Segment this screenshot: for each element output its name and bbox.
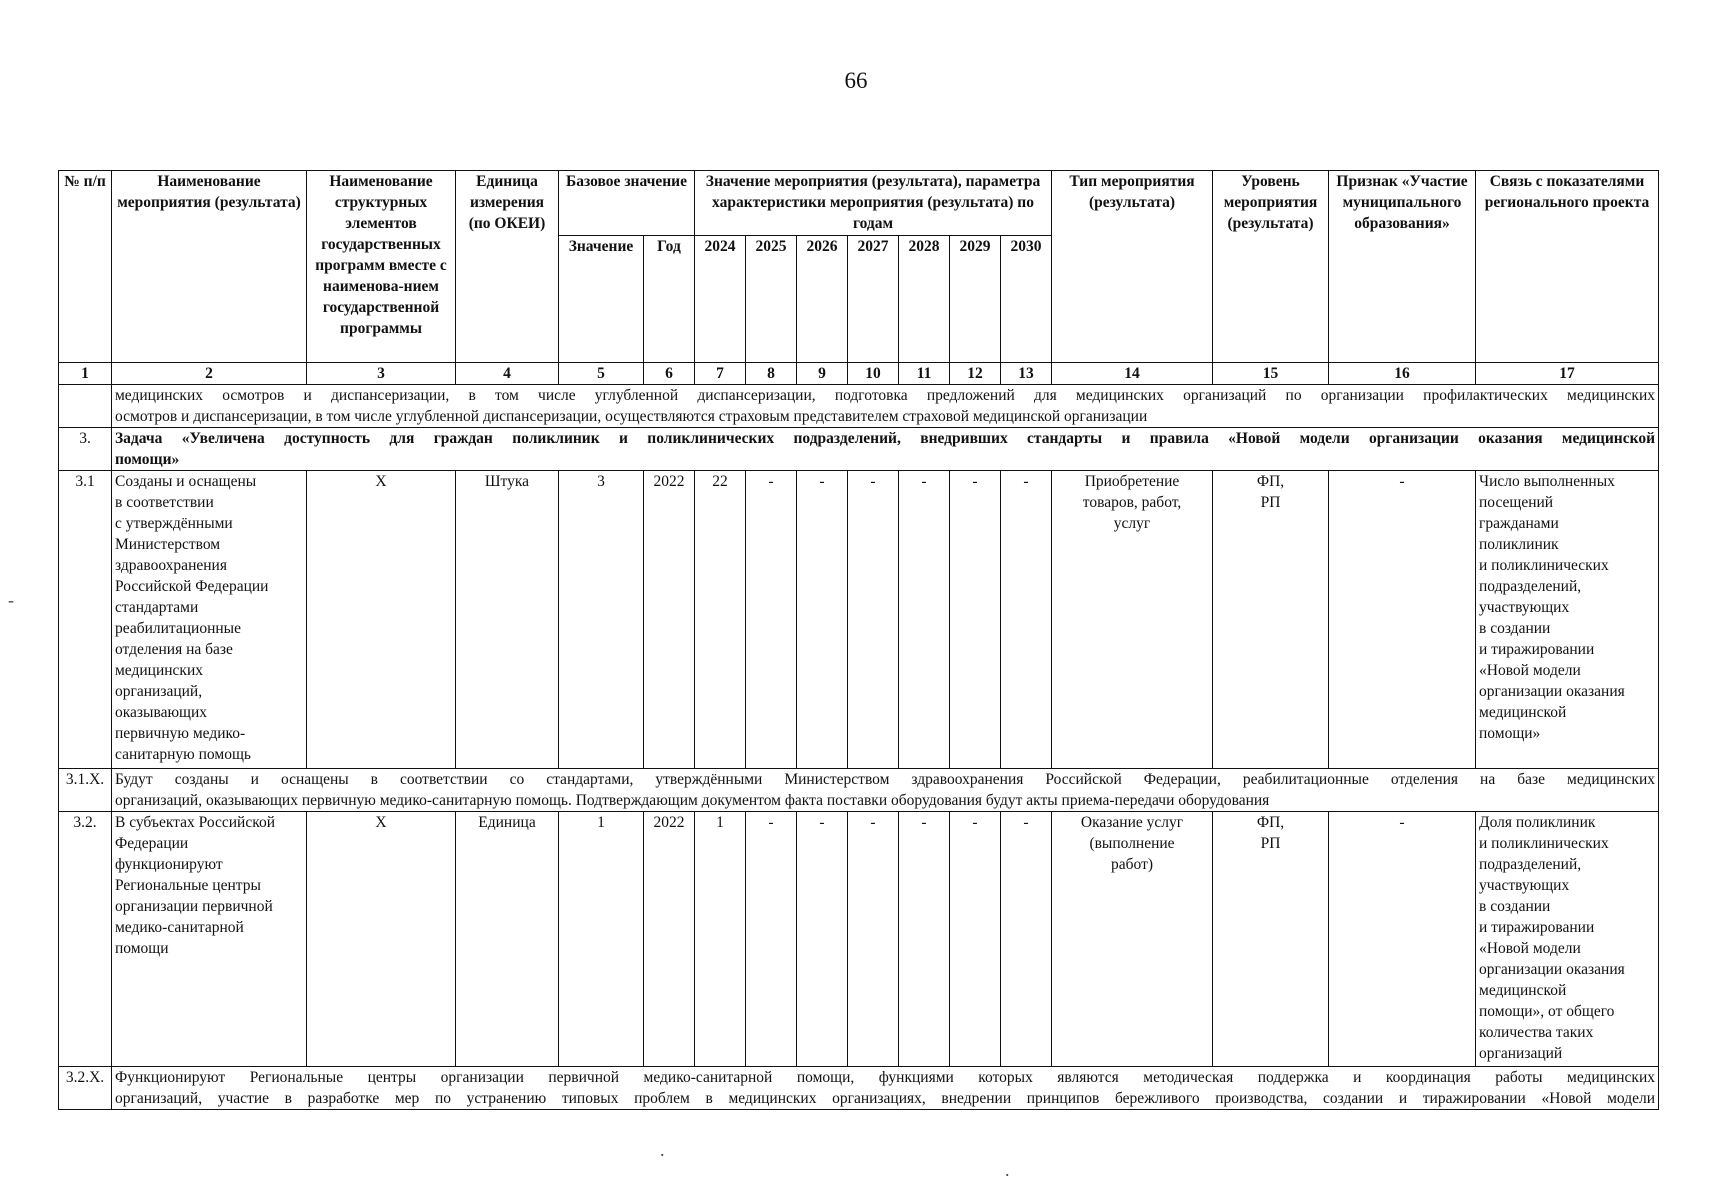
column-number: 10 [848, 363, 899, 385]
continuation-text [112, 385, 1659, 428]
value-2025: - [746, 812, 797, 1067]
value-2030: - [1001, 812, 1052, 1067]
header-values: Значение мероприятия (результата), параметра характеристики мероприятия (результата) по годам [695, 171, 1052, 236]
header-year: 2030 [1001, 236, 1052, 363]
measure-name: В субъектах Российской Федерации функционируют Региональные центры организации первичной медико-санитарной помощи [112, 812, 307, 1067]
scan-speck: . [660, 1140, 665, 1160]
column-number: 8 [746, 363, 797, 385]
base-year: 2022 [644, 812, 695, 1067]
measure-type: Приобретение товаров, работ, услуг [1052, 471, 1213, 769]
value-2028: - [899, 812, 950, 1067]
measure-row-3-2 [59, 812, 1659, 1067]
measure-level: ФП, РП [1213, 471, 1329, 769]
header-level: Уровень мероприятия (результата) [1213, 171, 1329, 363]
note-line-2: организаций, участие в разработке мер по устранению типовых проблем в медицинских организациях, внедрении принципов бережливого производства, создании и тиражировании «Новой модели [115, 1090, 1656, 1107]
column-number: 17 [1476, 363, 1659, 385]
scan-speck: - [8, 590, 14, 610]
task-row [59, 428, 1659, 471]
note-line-1: Будут созданы и оснащены в соответствии со стандартами, утверждёнными Министерством здравоохранения Российской Федерации, реабилитационные отделения на базе медицинских [115, 771, 1656, 788]
task-line-1: Задача «Увеличена доступность для граждан поликлиник и поликлинических подразделений, внедривших стандарты и правила «Новой модели организации оказания медицинской [115, 430, 1656, 447]
unit: Единица [456, 812, 559, 1067]
municipal-flag: - [1329, 812, 1476, 1067]
column-number: 16 [1329, 363, 1476, 385]
column-number: 13 [1001, 363, 1052, 385]
base-value: 1 [559, 812, 644, 1067]
measure-level: ФП, РП [1213, 812, 1329, 1067]
note-num: 3.2.Х. [59, 1067, 112, 1110]
column-number: 2 [112, 363, 307, 385]
note-text [112, 769, 1659, 812]
header-num: № п/п [59, 171, 112, 363]
value-2027: - [848, 471, 899, 769]
value-2026: - [797, 471, 848, 769]
measure-name: Созданы и оснащены в соответствии с утверждёнными Министерством здравоохранения Российской Федерации стандартами реабилитационные отделения на базе медицинских организаций, оказывающих первичную медико- санитарную помощь [112, 471, 307, 769]
indicator-link: Число выполненных посещений гражданами поликлиник и поликлинических подразделений, участвующих в создании и тиражировании «Новой модели организации оказания медицинской помощи» [1476, 471, 1659, 769]
column-number: 3 [307, 363, 456, 385]
task-text [112, 428, 1659, 471]
program-name: X [307, 812, 456, 1067]
header-base: Базовое значение [559, 171, 695, 236]
column-number: 5 [559, 363, 644, 385]
header-name: Наименование мероприятия (результата) [112, 171, 307, 363]
measure-row-3-1 [59, 471, 1659, 769]
note-row-3-2-x [59, 1067, 1659, 1110]
header-year: 2027 [848, 236, 899, 363]
header-year: 2025 [746, 236, 797, 363]
page-number: 66 [844, 68, 868, 93]
continuation-line-1: медицинских осмотров и диспансеризации, в том числе углубленной диспансеризации, подготовка предложений для медицинских организаций по организации профилактических медицинских [115, 387, 1656, 404]
value-2029: - [950, 471, 1001, 769]
note-row-3-1-x [59, 769, 1659, 812]
header-year: 2026 [797, 236, 848, 363]
column-number: 9 [797, 363, 848, 385]
base-value: 3 [559, 471, 644, 769]
column-number: 15 [1213, 363, 1329, 385]
header-year: 2029 [950, 236, 1001, 363]
column-number: 11 [899, 363, 950, 385]
header-type: Тип мероприятия (результата) [1052, 171, 1213, 363]
note-line-2: организаций, оказывающих первичную медико-санитарную помощь. Подтверждающим документом факта поставки оборудования будут акты приема-передачи оборудования [115, 792, 1270, 809]
value-2024: 22 [695, 471, 746, 769]
header-year: 2028 [899, 236, 950, 363]
header-row-1 [59, 171, 1659, 236]
header-unit: Единица измерения (по ОКЕИ) [456, 171, 559, 363]
scan-speck: . [1005, 1160, 1010, 1180]
value-2027: - [848, 812, 899, 1067]
column-number: 14 [1052, 363, 1213, 385]
continuation-num-cell [59, 385, 112, 428]
note-text [112, 1067, 1659, 1110]
value-2025: - [746, 471, 797, 769]
column-number: 1 [59, 363, 112, 385]
row-num: 3.1 [59, 471, 112, 769]
column-number: 4 [456, 363, 559, 385]
measures-table [58, 170, 1659, 1110]
header-base-year: Год [644, 236, 695, 363]
task-line-2: помощи» [115, 451, 180, 468]
header-municipal: Признак «Участие муниципального образования» [1329, 171, 1476, 363]
unit: Штука [456, 471, 559, 769]
value-2028: - [899, 471, 950, 769]
column-number-row [59, 363, 1659, 385]
value-2030: - [1001, 471, 1052, 769]
header-link: Связь с показателями регионального проекта [1476, 171, 1659, 363]
value-2024: 1 [695, 812, 746, 1067]
program-name: X [307, 471, 456, 769]
value-2029: - [950, 812, 1001, 1067]
task-num: 3. [59, 428, 112, 471]
municipal-flag: - [1329, 471, 1476, 769]
measure-type: Оказание услуг (выполнение работ) [1052, 812, 1213, 1067]
continuation-line-2: осмотров и диспансеризации, в том числе углубленной диспансеризации, осуществляются страховым представителем страховой медицинской организации [115, 408, 1148, 425]
column-number: 12 [950, 363, 1001, 385]
note-line-1: Функционируют Региональные центры организации первичной медико-санитарной помощи, функциями которых являются методическая поддержка и координация работы медицинских [115, 1069, 1656, 1086]
row-num: 3.2. [59, 812, 112, 1067]
value-2026: - [797, 812, 848, 1067]
base-year: 2022 [644, 471, 695, 769]
indicator-link: Доля поликлиник и поликлинических подразделений, участвующих в создании и тиражировании «Новой модели организации оказания медицинской помощи», от общего количества таких организаций [1476, 812, 1659, 1067]
note-num: 3.1.Х. [59, 769, 112, 812]
column-number: 7 [695, 363, 746, 385]
header-base-value: Значение [559, 236, 644, 363]
column-number: 6 [644, 363, 695, 385]
header-year: 2024 [695, 236, 746, 363]
header-program: Наименование структурных элементов государственных программ вместе с наименова-нием государственной программы [307, 171, 456, 363]
continuation-row [59, 385, 1659, 428]
